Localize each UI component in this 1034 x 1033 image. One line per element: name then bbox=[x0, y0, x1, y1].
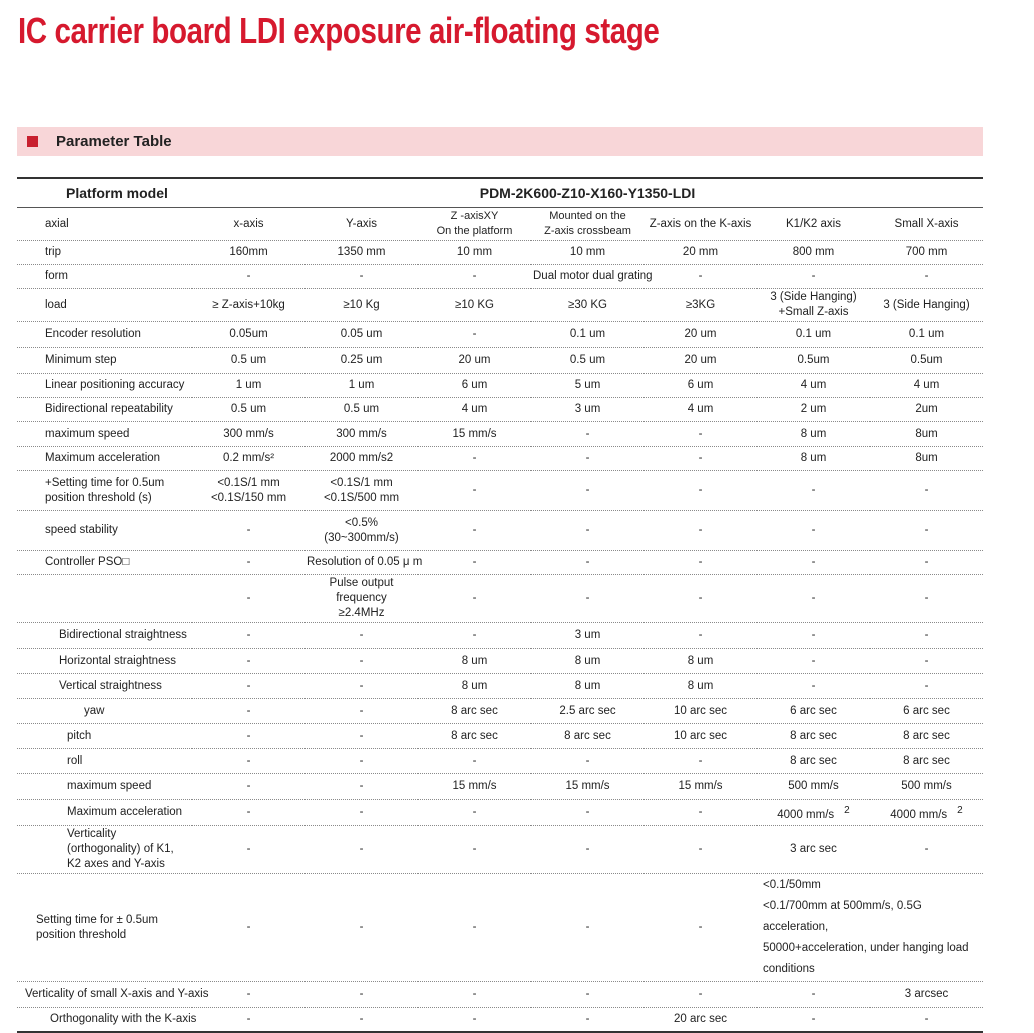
column-header: K1/K2 axis bbox=[757, 208, 870, 241]
table-cell: - bbox=[418, 1008, 531, 1032]
table-cell: - bbox=[305, 800, 418, 826]
table-cell: - bbox=[192, 874, 305, 982]
table-cell: 0.2 mm/s² bbox=[192, 447, 305, 471]
table-cell: - bbox=[192, 623, 305, 649]
table-cell: <0.1S/1 mm <0.1S/150 mm bbox=[192, 471, 305, 511]
table-cell: 3 um bbox=[531, 398, 644, 422]
table-cell: 8 um bbox=[531, 674, 644, 699]
table-cell: 15 mm/s bbox=[418, 422, 531, 447]
table-cell: 0.5 um bbox=[305, 398, 418, 422]
table-cell: - bbox=[192, 826, 305, 874]
table-cell: - bbox=[418, 265, 531, 289]
table-cell: 8 arc sec bbox=[757, 749, 870, 774]
table-cell: - bbox=[418, 874, 531, 982]
table-cell: - bbox=[192, 511, 305, 551]
column-header: Z -axisXY On the platform bbox=[418, 208, 531, 241]
table-row bbox=[17, 374, 983, 398]
table-cell: 10 arc sec bbox=[644, 724, 757, 749]
table-cell: - bbox=[418, 749, 531, 774]
parameter-label: trip bbox=[17, 241, 192, 265]
table-cell: - bbox=[757, 674, 870, 699]
table-cell: 2000 mm/s2 bbox=[305, 447, 418, 471]
table-cell: 0.5 um bbox=[531, 348, 644, 374]
table-cell: 6 um bbox=[418, 374, 531, 398]
table-cell: ≥ Z-axis+10kg bbox=[192, 289, 305, 322]
cell-value: 4000 mm/s bbox=[890, 808, 948, 821]
parameter-label: +Setting time for 0.5um position threshold (s) bbox=[17, 471, 192, 511]
table-cell: - bbox=[305, 724, 418, 749]
table-cell: - bbox=[644, 551, 757, 575]
parameter-label: Controller PSO□ bbox=[17, 551, 192, 575]
table-cell: 1 um bbox=[192, 374, 305, 398]
table-cell: - bbox=[305, 1008, 418, 1032]
table-row bbox=[17, 774, 983, 800]
table-cell: 300 mm/s bbox=[192, 422, 305, 447]
table-cell: 6 arc sec bbox=[870, 699, 983, 724]
table-cell: - bbox=[870, 265, 983, 289]
table-cell: - bbox=[192, 575, 305, 623]
table-cell: 8 um bbox=[418, 649, 531, 674]
table-cell: - bbox=[531, 447, 644, 471]
table-cell: - bbox=[644, 265, 757, 289]
table-row bbox=[17, 348, 983, 374]
table-cell: 8um bbox=[870, 447, 983, 471]
table-cell: 10 arc sec bbox=[644, 699, 757, 724]
table-cell: - bbox=[418, 800, 531, 826]
parameter-label: Encoder resolution bbox=[17, 322, 192, 348]
table-cell: - bbox=[757, 471, 870, 511]
table-cell: - bbox=[418, 575, 531, 623]
table-cell: 3 arc sec bbox=[757, 826, 870, 874]
table-cell: - bbox=[192, 749, 305, 774]
table-cell: 1 um bbox=[305, 374, 418, 398]
table-cell: - bbox=[531, 422, 644, 447]
parameter-table bbox=[17, 177, 983, 1033]
table-cell: 20 mm bbox=[644, 241, 757, 265]
table-cell: - bbox=[870, 674, 983, 699]
column-header: Z-axis on the K-axis bbox=[644, 208, 757, 241]
cell-value: 4000 mm/s bbox=[777, 808, 835, 821]
table-cell: - bbox=[870, 511, 983, 551]
column-header: Mounted on the Z-axis crossbeam bbox=[531, 208, 644, 241]
table-row bbox=[17, 575, 983, 623]
table-cell: 1350 mm bbox=[305, 241, 418, 265]
table-cell: 8 um bbox=[418, 674, 531, 699]
column-header: Small X-axis bbox=[870, 208, 983, 241]
page-title: IC carrier board LDI exposure air-floating stage bbox=[18, 10, 660, 51]
table-cell: - bbox=[192, 699, 305, 724]
table-row bbox=[17, 289, 983, 322]
table-cell: - bbox=[531, 874, 644, 982]
table-cell: 500 mm/s bbox=[757, 774, 870, 800]
model-label: Platform model bbox=[17, 178, 192, 208]
table-row bbox=[17, 265, 983, 289]
table-cell: - bbox=[192, 774, 305, 800]
parameter-label: Setting time for ± 0.5um position threshold bbox=[17, 874, 192, 982]
table-cell: <0.1S/1 mm <0.1S/500 mm bbox=[305, 471, 418, 511]
table-cell: 8 um bbox=[644, 674, 757, 699]
table-cell: 0.05um bbox=[192, 322, 305, 348]
table-cell: - bbox=[757, 623, 870, 649]
section-header bbox=[17, 127, 983, 156]
table-cell: - bbox=[757, 551, 870, 575]
table-row bbox=[17, 322, 983, 348]
table-row bbox=[17, 398, 983, 422]
table-cell: - bbox=[305, 774, 418, 800]
table-cell: 10 mm bbox=[531, 241, 644, 265]
table-cell: 4 um bbox=[418, 398, 531, 422]
table-cell: ≥10 KG bbox=[418, 289, 531, 322]
table-cell: 4 um bbox=[644, 398, 757, 422]
table-cell: - bbox=[644, 471, 757, 511]
table-cell: 2um bbox=[870, 398, 983, 422]
table-row bbox=[17, 1008, 983, 1032]
table-cell: ≥10 Kg bbox=[305, 289, 418, 322]
table-cell: - bbox=[531, 749, 644, 774]
table-cell: 15 mm/s bbox=[531, 774, 644, 800]
table-cell: 8 arc sec bbox=[418, 699, 531, 724]
table-cell: - bbox=[192, 982, 305, 1008]
table-cell: - bbox=[870, 1008, 983, 1032]
table-row bbox=[17, 471, 983, 511]
table-row bbox=[17, 826, 983, 874]
table-cell: ≥3KG bbox=[644, 289, 757, 322]
parameter-label: Verticality of small X-axis and Y-axis bbox=[17, 982, 192, 1008]
exponent-superscript: 2 bbox=[957, 804, 963, 816]
table-row bbox=[17, 874, 983, 982]
table-cell: 2.5 arc sec bbox=[531, 699, 644, 724]
parameter-label: roll bbox=[17, 749, 192, 774]
table-cell: 15 mm/s bbox=[644, 774, 757, 800]
table-cell: - bbox=[531, 511, 644, 551]
table-cell: - bbox=[192, 265, 305, 289]
table-cell: 20 um bbox=[644, 322, 757, 348]
table-cell: - bbox=[418, 826, 531, 874]
table-cell: - bbox=[192, 724, 305, 749]
table-cell: 8 um bbox=[757, 447, 870, 471]
table-cell: 3 um bbox=[531, 623, 644, 649]
table-cell: 0.5 um bbox=[192, 348, 305, 374]
parameter-label: Maximum acceleration bbox=[17, 447, 192, 471]
table-cell: 8 um bbox=[531, 649, 644, 674]
table-cell: - bbox=[192, 1008, 305, 1032]
table-cell: Resolution of 0.05 μ m bbox=[305, 551, 418, 575]
table-cell: 160mm bbox=[192, 241, 305, 265]
table-cell: - bbox=[870, 623, 983, 649]
table-cell: - bbox=[644, 511, 757, 551]
table-row bbox=[17, 447, 983, 471]
table-row bbox=[17, 982, 983, 1008]
table-row bbox=[17, 511, 983, 551]
table-cell: 8 arc sec bbox=[418, 724, 531, 749]
parameter-label: Bidirectional straightness bbox=[17, 623, 192, 649]
table-cell: - bbox=[192, 800, 305, 826]
parameter-label: maximum speed bbox=[17, 422, 192, 447]
table-cell: - bbox=[418, 623, 531, 649]
table-row bbox=[17, 699, 983, 724]
table-row bbox=[17, 749, 983, 774]
table-cell: <0.1/50mm <0.1/700mm at 500mm/s, 0.5G acceleration, 50000+acceleration, under hanging load conditions bbox=[757, 874, 983, 982]
table-cell: 4 um bbox=[870, 374, 983, 398]
table-cell: - bbox=[192, 551, 305, 575]
table-cell: - bbox=[192, 674, 305, 699]
table-cell: 2 um bbox=[757, 398, 870, 422]
table-cell: 3 arcsec bbox=[870, 982, 983, 1008]
table-cell: 8 um bbox=[757, 422, 870, 447]
table-row bbox=[17, 724, 983, 749]
table-cell: - bbox=[305, 874, 418, 982]
table-cell: - bbox=[644, 623, 757, 649]
table-cell: - bbox=[644, 800, 757, 826]
table-cell: - bbox=[644, 447, 757, 471]
parameter-label: Linear positioning accuracy bbox=[17, 374, 192, 398]
table-cell: - bbox=[644, 826, 757, 874]
table-cell: 6 um bbox=[644, 374, 757, 398]
table-cell: Dual motor dual grating bbox=[531, 265, 644, 289]
table-cell: - bbox=[870, 649, 983, 674]
table-cell: - bbox=[305, 265, 418, 289]
table-cell: 0.1 um bbox=[531, 322, 644, 348]
table-cell: - bbox=[305, 649, 418, 674]
table-cell: 8um bbox=[870, 422, 983, 447]
table-cell: 5 um bbox=[531, 374, 644, 398]
table-cell: 300 mm/s bbox=[305, 422, 418, 447]
table-cell: 8 arc sec bbox=[531, 724, 644, 749]
table-cell: ≥30 KG bbox=[531, 289, 644, 322]
table-cell: Pulse output frequency ≥2.4MHz bbox=[305, 575, 418, 623]
table-row bbox=[17, 800, 983, 826]
table-cell: 3 (Side Hanging) +Small Z-axis bbox=[757, 289, 870, 322]
table-cell: - bbox=[305, 982, 418, 1008]
table-cell bbox=[870, 800, 983, 826]
table-cell: 0.25 um bbox=[305, 348, 418, 374]
table-cell: 8 um bbox=[644, 649, 757, 674]
table-cell: <0.5% (30~300mm/s) bbox=[305, 511, 418, 551]
table-cell: 20 um bbox=[418, 348, 531, 374]
table-cell: - bbox=[644, 982, 757, 1008]
table-row bbox=[17, 674, 983, 699]
table-cell: - bbox=[305, 674, 418, 699]
table-cell: - bbox=[305, 623, 418, 649]
table-row bbox=[17, 422, 983, 447]
table-cell: - bbox=[531, 1008, 644, 1032]
table-cell: 0.5um bbox=[757, 348, 870, 374]
table-cell: 500 mm/s bbox=[870, 774, 983, 800]
table-cell: - bbox=[418, 551, 531, 575]
table-cell: 20 arc sec bbox=[644, 1008, 757, 1032]
table-cell: - bbox=[418, 322, 531, 348]
table-cell: 15 mm/s bbox=[418, 774, 531, 800]
table-cell: - bbox=[870, 471, 983, 511]
table-cell: - bbox=[192, 649, 305, 674]
parameter-label: Maximum acceleration bbox=[17, 800, 192, 826]
table-cell: - bbox=[757, 649, 870, 674]
table-cell: - bbox=[757, 1008, 870, 1032]
table-cell: 4 um bbox=[757, 374, 870, 398]
parameter-label: speed stability bbox=[17, 511, 192, 551]
table-cell: - bbox=[531, 800, 644, 826]
parameter-label: Bidirectional repeatability bbox=[17, 398, 192, 422]
table-row bbox=[17, 208, 983, 241]
table-cell: - bbox=[644, 749, 757, 774]
section-title: Parameter Table bbox=[56, 133, 172, 150]
table-row bbox=[17, 649, 983, 674]
table-cell: - bbox=[757, 265, 870, 289]
parameter-label: maximum speed bbox=[17, 774, 192, 800]
table-cell: 0.1 um bbox=[757, 322, 870, 348]
table-cell: - bbox=[531, 982, 644, 1008]
table-cell: 6 arc sec bbox=[757, 699, 870, 724]
table-cell: - bbox=[757, 511, 870, 551]
parameter-label: form bbox=[17, 265, 192, 289]
parameter-label: pitch bbox=[17, 724, 192, 749]
model-value: PDM-2K600-Z10-X160-Y1350-LDI bbox=[192, 178, 983, 208]
table-cell: - bbox=[644, 874, 757, 982]
table-cell: 8 arc sec bbox=[757, 724, 870, 749]
table-cell: 0.5um bbox=[870, 348, 983, 374]
section-marker-icon bbox=[27, 136, 38, 147]
table-cell: - bbox=[418, 447, 531, 471]
parameter-label: Verticality (orthogonality) of K1, K2 axes and Y-axis bbox=[17, 826, 192, 874]
table-cell: - bbox=[644, 575, 757, 623]
table-row bbox=[17, 241, 983, 265]
table-cell: - bbox=[870, 551, 983, 575]
table-cell: 8 arc sec bbox=[870, 749, 983, 774]
column-header: x-axis bbox=[192, 208, 305, 241]
table-row bbox=[17, 551, 983, 575]
table-cell: - bbox=[305, 826, 418, 874]
table-cell: 0.5 um bbox=[192, 398, 305, 422]
table-cell: - bbox=[418, 982, 531, 1008]
table-cell: 0.1 um bbox=[870, 322, 983, 348]
parameter-label: Minimum step bbox=[17, 348, 192, 374]
column-header: Y-axis bbox=[305, 208, 418, 241]
table-cell: - bbox=[870, 826, 983, 874]
table-cell: - bbox=[757, 982, 870, 1008]
table-cell: 20 um bbox=[644, 348, 757, 374]
table-cell: - bbox=[757, 575, 870, 623]
table-cell: - bbox=[305, 749, 418, 774]
table-cell: - bbox=[644, 422, 757, 447]
table-cell: - bbox=[418, 511, 531, 551]
table-cell: 8 arc sec bbox=[870, 724, 983, 749]
parameter-label: Orthogonality with the K-axis bbox=[17, 1008, 192, 1032]
table-cell: 3 (Side Hanging) bbox=[870, 289, 983, 322]
parameter-label: yaw bbox=[17, 699, 192, 724]
parameter-label: Horizontal straightness bbox=[17, 649, 192, 674]
table-cell: - bbox=[870, 575, 983, 623]
parameter-label: axial bbox=[17, 208, 192, 241]
parameter-label: Vertical straightness bbox=[17, 674, 192, 699]
table-cell: - bbox=[531, 575, 644, 623]
table-cell bbox=[757, 800, 870, 826]
exponent-superscript: 2 bbox=[844, 804, 850, 816]
table-cell: - bbox=[531, 471, 644, 511]
table-cell: 0.05 um bbox=[305, 322, 418, 348]
table-cell: - bbox=[305, 699, 418, 724]
parameter-label: load bbox=[17, 289, 192, 322]
table-cell: 10 mm bbox=[418, 241, 531, 265]
table-cell: 700 mm bbox=[870, 241, 983, 265]
parameter-label bbox=[17, 575, 192, 623]
table-cell: 800 mm bbox=[757, 241, 870, 265]
table-row bbox=[17, 623, 983, 649]
table-header-row bbox=[17, 178, 983, 208]
table-cell: - bbox=[531, 551, 644, 575]
table-cell: - bbox=[418, 471, 531, 511]
table-cell: - bbox=[531, 826, 644, 874]
